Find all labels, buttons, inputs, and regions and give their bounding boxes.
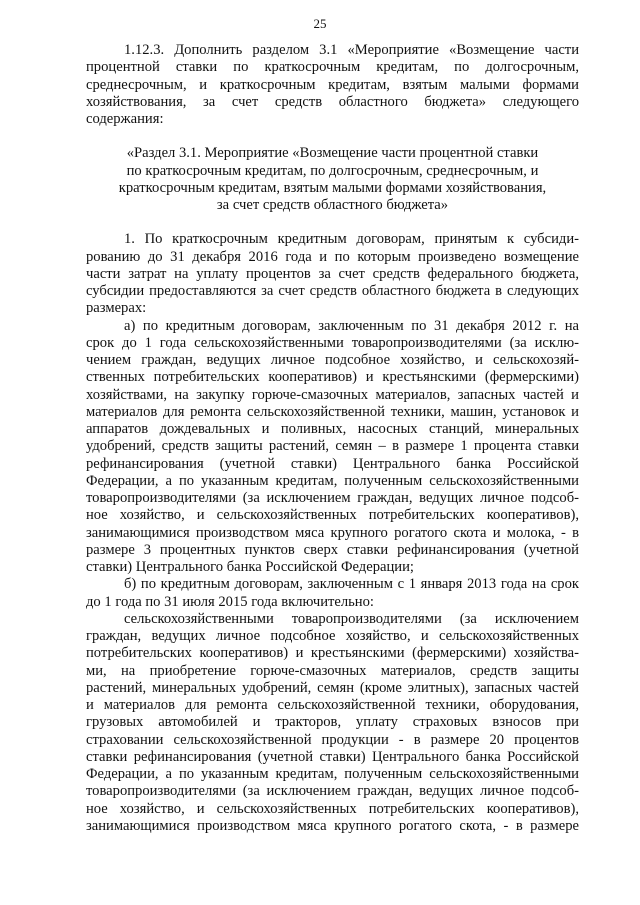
body-line: ственных потребительских кооперативов) и крестьянскими (фермерскими) [86, 369, 579, 386]
body-line: занимающимися производством мяса крупного рогатого скота и молока, - в [86, 524, 579, 541]
spacer [86, 214, 579, 231]
body-line: до 1 года по 31 июля 2015 года включительно: [86, 593, 374, 610]
body-line: сельскохозяйственными товаропроизводителями (за исключением [124, 610, 579, 627]
body-line: части затрат на уплату процентов за счет средств федерального бюджета, [86, 265, 579, 282]
body-line: потребительских кооперативов) и крестьянскими (фермерскими) хозяйства- [86, 645, 579, 662]
body-line: граждан, ведущих личное подсобное хозяйство, и сельскохозяйственных [86, 628, 579, 644]
body-line: 1. По краткосрочным кредитным договорам, принятым к субсиди- [124, 231, 579, 248]
body-line: товаропроизводителями (за исключением граждан, ведущих личное подсоб- [86, 490, 579, 506]
document-text [86, 42, 579, 835]
intro-line: содержания: [86, 111, 164, 127]
body-line: растений, минеральных удобрений, семян (кроме элитных), запасных частей [86, 679, 579, 696]
intro-line: хозяйствования, за счет средств областного бюджета» следующего [86, 93, 579, 110]
body-line: аппаратов дождевальных и поливных, насосных станций, минеральных [86, 421, 579, 437]
body-line: занимающимися производством мяса крупного рогатого скота, - в размере [86, 817, 579, 834]
body-line: Федерации, а по указанным кредитам, полученным сельскохозяйственными [86, 472, 579, 489]
body-line: грузовых автомобилей и тракторов, уплату страховых взносов при [86, 714, 579, 731]
body-line: страховании сельскохозяйственной продукции - в размере 20 процентов [86, 731, 579, 748]
body-line: субсидии предоставляются за счет средств областного бюджета в следующих [86, 283, 579, 299]
section-heading-line: «Раздел 3.1. Мероприятие «Возмещение части процентной ставки [126, 145, 539, 162]
body-line: товаропроизводителями (за исключением граждан, ведущих личное подсоб- [86, 783, 579, 800]
body-line: ное хозяйство, и сельскохозяйственных потребительских кооперативов), [86, 507, 579, 524]
section-heading-line: краткосрочным кредитам, взятым малыми формами хозяйствования, [118, 179, 547, 196]
body-line: ставки рефинансирования (учетной ставки) Центрального банка Российской [86, 748, 579, 765]
body-line: удобрений, средств защиты растений, семян – в размере 1 процента ставки [86, 438, 579, 455]
section-heading-line: за счет средств областного бюджета» [216, 197, 449, 213]
body-line: а) по кредитным договорам, заключенным по 31 декабря 2012 г. на [124, 317, 579, 334]
body-line: чением граждан, ведущих личное подсобное хозяйство, и сельскохозяй- [86, 352, 579, 368]
body-line: рефинансирования (учетной ставки) Центрального банка Российской [86, 455, 579, 472]
body-line: хозяйствами, на закупку горюче-смазочных материалов, запасных частей и [86, 386, 579, 403]
body-line: Федерации, а по указанным кредитам, полученным сельскохозяйственными [86, 766, 579, 782]
body-line: ми, на приобретение горюче-смазочных материалов, средств защиты [86, 662, 579, 679]
body-line: ставки) Центрального банка Российской Федерации; [86, 559, 414, 575]
intro-line: среднесрочным, и краткосрочным кредитам, взятым малыми формами [86, 76, 579, 93]
section-heading-line: по краткосрочным кредитам, по долгосрочным, среднесрочным, и [126, 162, 539, 179]
body-line: материалов для ремонта сельскохозяйственной техники, машин, установок и [86, 403, 579, 420]
body-line: размерах: [86, 300, 147, 317]
body-line: ное хозяйство, и сельскохозяйственных потребительских кооперативов), [86, 800, 579, 817]
body-line: и материалов для ремонта сельскохозяйственной техники, оборудования, [86, 697, 579, 713]
body-line: срок до 1 года сельскохозяйственными товаропроизводителями (за исклю- [86, 334, 579, 351]
body-line: рованию до 31 декабря 2016 года и по которым произведено возмещение [86, 248, 579, 265]
spacer [86, 128, 579, 145]
body-line: б) по кредитным договорам, заключенным с 1 января 2013 года на срок [124, 576, 579, 593]
body-line: размере 3 процентных пунктов сверх ставки рефинансирования (учетной [86, 541, 579, 558]
page-number: 25 [313, 16, 327, 31]
intro-line: 1.12.3. Дополнить разделом 3.1 «Мероприятие «Возмещение части [124, 42, 579, 58]
intro-line: процентной ставки по краткосрочным кредитам, по долгосрочным, [86, 59, 579, 76]
